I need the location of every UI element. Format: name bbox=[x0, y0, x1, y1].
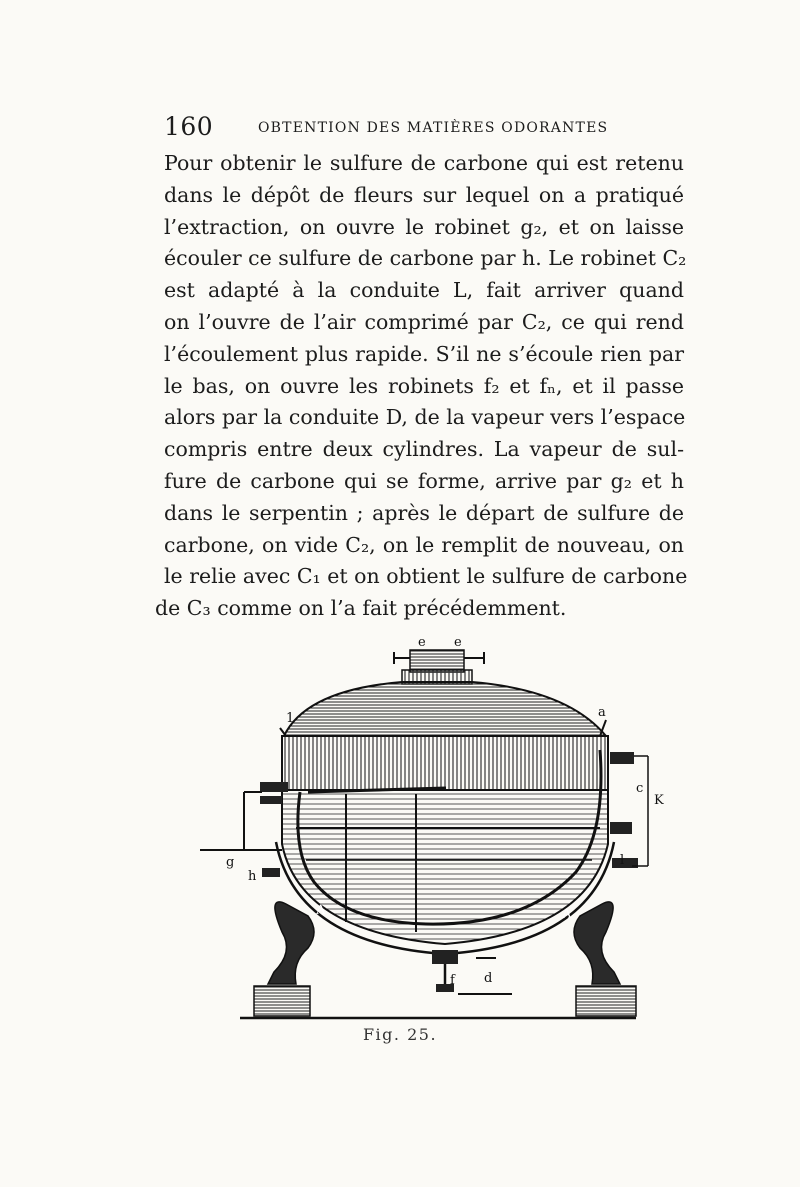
apparatus-figure bbox=[196, 632, 680, 1032]
text-line: dans le dépôt de fleurs sur lequel on a pratiqué bbox=[164, 182, 684, 207]
right-leg bbox=[574, 902, 636, 1016]
text-line: alors par la conduite D, de la vapeur vers l’espace bbox=[164, 405, 686, 430]
label-A-right: A bbox=[562, 907, 572, 922]
text-line: l’extraction, on ouvre le robinet g₂, et on laisse bbox=[164, 214, 684, 239]
label-c: c bbox=[636, 781, 644, 796]
label-l: l bbox=[620, 853, 625, 868]
running-title: OBTENTION DES MATIÈRES ODORANTES bbox=[258, 120, 609, 136]
figure-caption: Fig. 25. bbox=[362, 1025, 438, 1044]
text-line: de C₃ comme on l’a fait précédemment. bbox=[155, 596, 567, 621]
label-e-2: e bbox=[454, 635, 462, 650]
left-leg bbox=[254, 902, 314, 1016]
body-paragraph bbox=[155, 148, 688, 625]
label-1: 1 bbox=[286, 711, 295, 726]
top-neck bbox=[394, 650, 484, 684]
label-h: h bbox=[248, 869, 257, 884]
text-line: le bas, on ouvre les robinets f₂ et fₙ, et il passe bbox=[164, 373, 684, 398]
left-fittings bbox=[200, 728, 288, 877]
text-line: fure de carbone qui se forme, arrive par g₂ et h bbox=[164, 468, 684, 493]
label-g: g bbox=[226, 855, 235, 870]
label-e-1: e bbox=[418, 635, 426, 650]
label-A-left: A bbox=[316, 903, 326, 918]
text-line: est adapté à la conduite L, fait arriver quand bbox=[164, 278, 684, 303]
bottom-outlet bbox=[432, 950, 512, 994]
label-a: a bbox=[598, 705, 606, 720]
page-number: 160 bbox=[164, 112, 214, 141]
text-line: compris entre deux cylindres. La vapeur de sul- bbox=[164, 437, 684, 462]
label-f: f bbox=[450, 973, 455, 988]
text-line: Pour obtenir le sulfure de carbone qui est retenu bbox=[164, 151, 684, 175]
page-header bbox=[164, 112, 704, 142]
text-line: carbone, on vide C₂, on le remplit de nouveau, on bbox=[164, 532, 684, 557]
text-line: dans le serpentin ; après le départ de sulfure de bbox=[164, 500, 684, 525]
text-line: l’écoulement plus rapide. S’il ne s’écoule rien par bbox=[164, 341, 684, 366]
vessel-band bbox=[282, 736, 608, 790]
label-k: K bbox=[654, 793, 664, 808]
text-line: écouler ce sulfure de carbone par h. Le robinet C₂ bbox=[164, 246, 687, 271]
vessel-bowl bbox=[282, 790, 608, 944]
label-d: d bbox=[484, 971, 493, 986]
text-line: on l’ouvre de l’air comprimé par C₂, ce qui rend bbox=[164, 309, 684, 334]
vessel-dome bbox=[284, 682, 606, 736]
text-line: le relie avec C₁ et on obtient le sulfure de carbone bbox=[164, 564, 688, 589]
